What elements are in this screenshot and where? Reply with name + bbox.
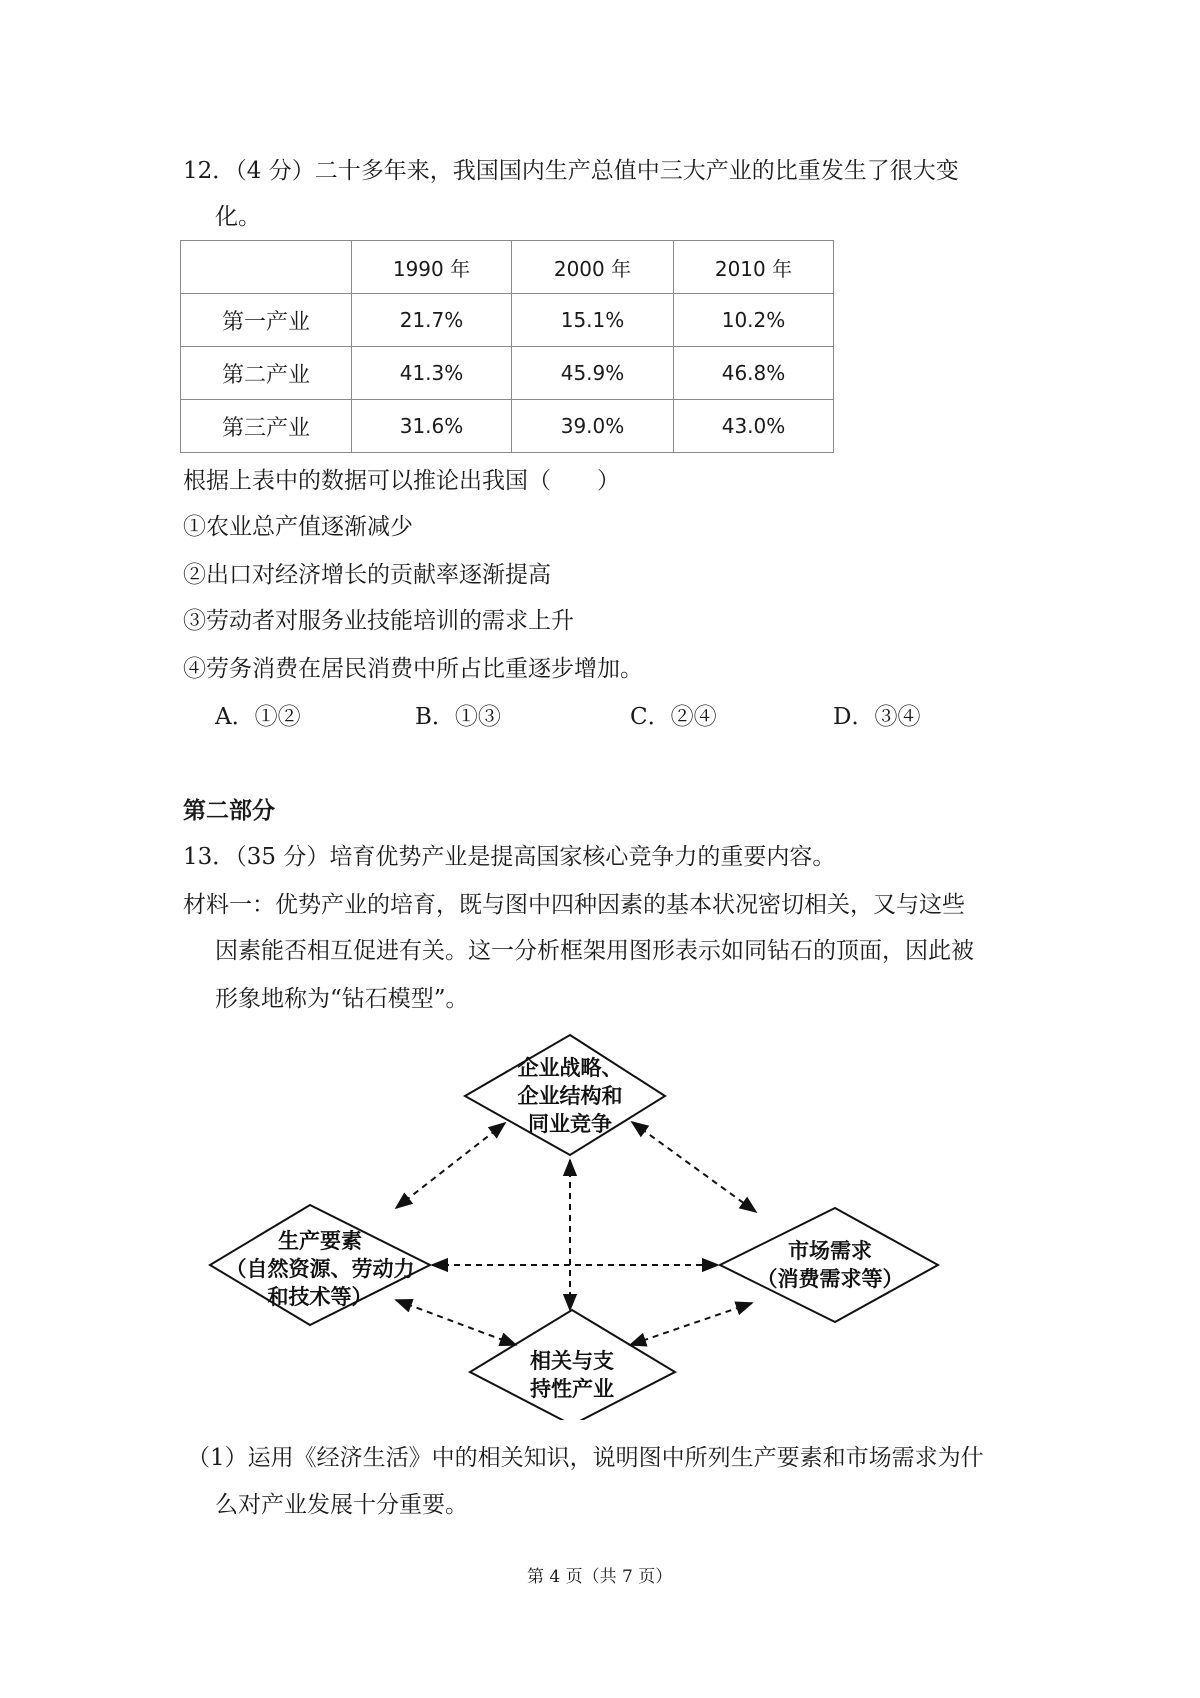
bottom-node-line-1: 相关与支	[530, 1349, 614, 1373]
table-cell: 39.0%	[512, 400, 674, 453]
q12-statement-3: ③劳动者对服务业技能培训的需求上升	[183, 608, 574, 634]
left-node-line-3: 和技术等）	[267, 1285, 373, 1309]
table-row	[181, 294, 834, 347]
table-row-label: 第三产业	[181, 400, 352, 453]
table-header-row	[181, 241, 834, 294]
table-header-cell: 1990 年	[352, 241, 512, 294]
table-cell: 31.6%	[352, 400, 512, 453]
table-cell: 43.0%	[674, 400, 834, 453]
table-cell: 21.7%	[352, 294, 512, 347]
q13-title: 13．（35 分）培育优势产业是提高国家核心竞争力的重要内容。	[183, 844, 836, 870]
table-cell: 41.3%	[352, 347, 512, 400]
table-cell: 15.1%	[512, 294, 674, 347]
q12-stem: 根据上表中的数据可以推论出我国（ ）	[183, 468, 620, 494]
right-node-line-2: （消费需求等）	[756, 1267, 904, 1291]
industry-share-table	[180, 240, 834, 453]
q12-statement-4: ④劳务消费在居民消费中所占比重逐步增加。	[183, 656, 643, 682]
table-header-cell: 2010 年	[674, 241, 834, 294]
table-row	[181, 400, 834, 453]
q12-option-d: D．③④	[833, 704, 921, 730]
table-header-cell	[181, 241, 352, 294]
q12-option-b: B．①③	[415, 704, 501, 730]
q12-title-line2: 化。	[215, 204, 261, 230]
diamond-model-diagram	[200, 1020, 960, 1420]
material-line-1: 材料一：优势产业的培育，既与图中四种因素的基本状况密切相关，又与这些	[183, 892, 965, 918]
material-line-2: 因素能否相互促进有关。这一分析框架用图形表示如同钻石的顶面，因此被	[215, 938, 974, 964]
right-node-diamond	[720, 1208, 938, 1322]
bottom-node-line-2: 持性产业	[530, 1377, 614, 1401]
q12-title-line1: 12．（4 分）二十多年来，我国国内生产总值中三大产业的比重发生了很大变	[183, 158, 959, 184]
sub-question-1-line-2: 么对产业发展十分重要。	[215, 1492, 468, 1518]
table-row	[181, 347, 834, 400]
table-row-label: 第二产业	[181, 347, 352, 400]
top-node-line-3: 同业竞争	[528, 1112, 612, 1136]
left-node-line-2: （自然资源、劳动力	[225, 1257, 415, 1281]
arrow-left-bottom	[396, 1300, 516, 1345]
material-line-3: 形象地称为“钻石模型”。	[215, 986, 469, 1012]
table-cell: 10.2%	[674, 294, 834, 347]
right-node-line-1: 市场需求	[788, 1239, 872, 1263]
top-node-line-1: 企业战略、	[517, 1056, 623, 1080]
arrow-top-left	[396, 1123, 505, 1208]
arrow-top-right	[632, 1122, 756, 1212]
table-cell: 46.8%	[674, 347, 834, 400]
table-cell: 45.9%	[512, 347, 674, 400]
top-node-line-2: 企业结构和	[517, 1084, 623, 1108]
part2-heading: 第二部分	[183, 797, 275, 824]
q12-statement-1: ①农业总产值逐渐减少	[183, 514, 413, 540]
table-header-cell: 2000 年	[512, 241, 674, 294]
page-footer: 第 4 页（共 7 页）	[527, 1567, 673, 1587]
q12-statement-2: ②出口对经济增长的贡献率逐渐提高	[183, 562, 551, 588]
q12-option-a: A．①②	[215, 704, 301, 730]
arrow-right-bottom	[630, 1303, 752, 1345]
table-row-label: 第一产业	[181, 294, 352, 347]
sub-question-1-line-1: （1）运用《经济生活》中的相关知识，说明图中所列生产要素和市场需求为什	[187, 1445, 984, 1471]
q12-option-c: C．②④	[630, 704, 717, 730]
left-node-line-1: 生产要素	[278, 1229, 362, 1253]
